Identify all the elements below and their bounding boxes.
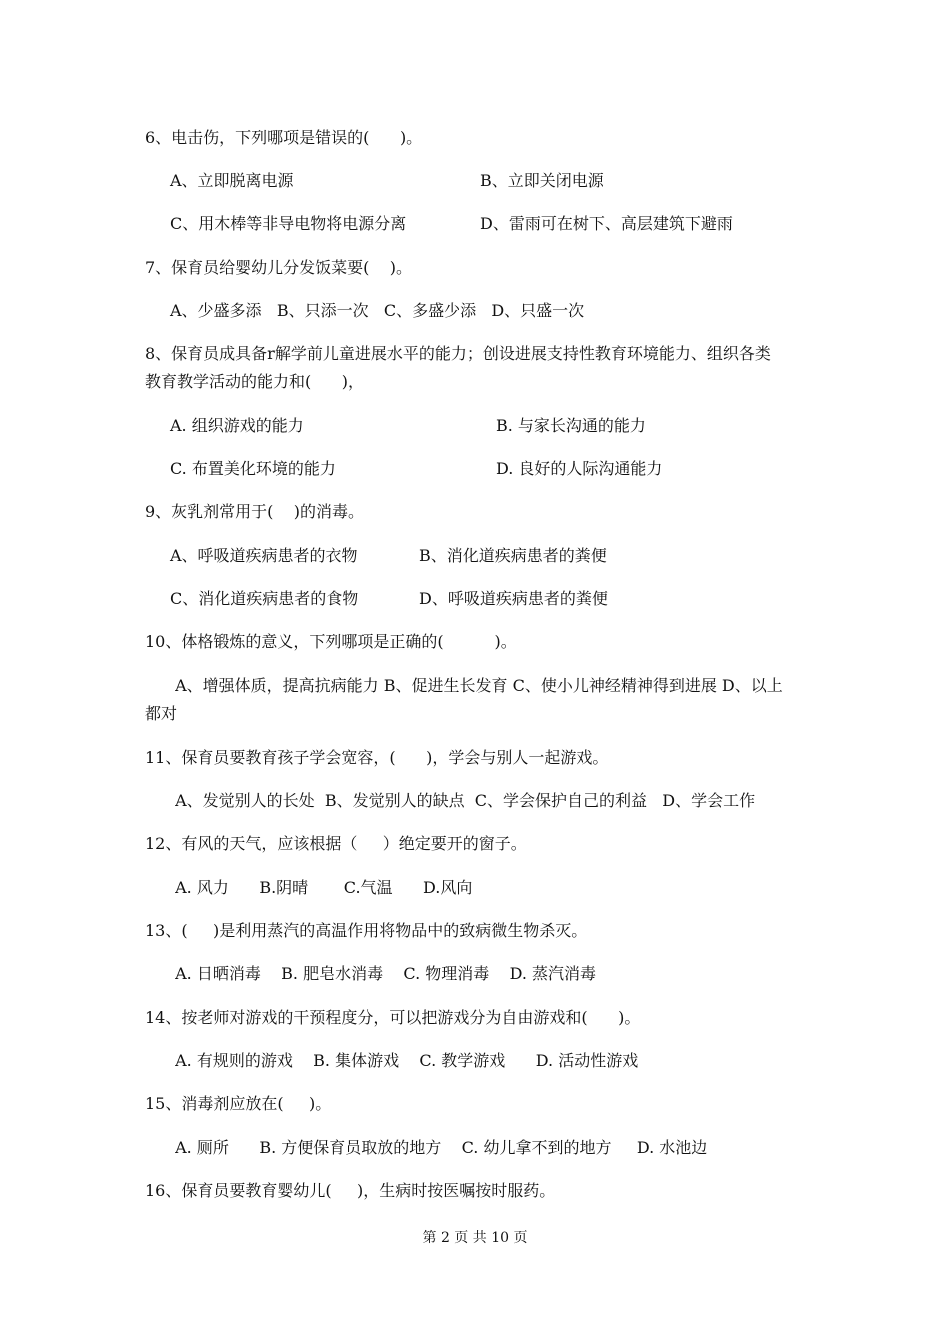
question-8-option-d: D. 良好的人际沟通能力 <box>496 459 663 478</box>
question-12-stem: 12、有风的天气，应该根据（ ）绝定要开的窗子。 <box>145 834 527 853</box>
question-10-options-line2: 都对 <box>145 704 178 723</box>
question-9-stem: 9、灰乳剂常用于( )的消毒。 <box>145 502 365 521</box>
question-10-options-line1: A、增强体质，提高抗病能力 B、促进生长发育 C、使小儿神经精神得到进展 D、以上 <box>170 676 783 695</box>
page-number-footer: 第 2 页 共 10 页 <box>422 1230 528 1246</box>
question-9-option-b: B、消化道疾病患者的粪便 <box>419 546 607 565</box>
question-6-stem: 6、电击伤，下列哪项是错误的( )。 <box>145 128 423 147</box>
question-6-option-d: D、雷雨可在树下、高层建筑下避雨 <box>480 214 733 233</box>
question-9-option-c: C、消化道疾病患者的食物 <box>170 589 359 608</box>
question-13-options: A. 日晒消毒 B. 肥皂水消毒 C. 物理消毒 D. 蒸汽消毒 <box>170 964 597 983</box>
question-8-option-a: A. 组织游戏的能力 <box>170 416 304 435</box>
question-11-options: A、发觉别人的长处 B、发觉别人的缺点 C、学会保护自己的利益 D、学会工作 <box>170 791 756 810</box>
question-12-options: A. 风力 B.阴晴 C.气温 D.风向 <box>170 878 473 897</box>
question-7-stem: 7、保育员给婴幼儿分发饭菜要( )。 <box>145 258 413 277</box>
question-8-stem-line2: 教育教学活动的能力和( )， <box>145 372 365 391</box>
question-11-stem: 11、保育员要教育孩子学会宽容，( )，学会与别人一起游戏。 <box>145 748 609 767</box>
question-14-stem: 14、按老师对游戏的干预程度分，可以把游戏分为自由游戏和( )。 <box>145 1008 641 1027</box>
question-16-stem: 16、保育员要教育婴幼儿( )，生病时按医嘱按时服药。 <box>145 1181 556 1200</box>
question-13-stem: 13、( )是利用蒸汽的高温作用将物品中的致病微生物杀灭。 <box>145 921 588 940</box>
question-8-stem-line1: 8、保育员成具备r解学前儿童进展水平的能力；创设进展支持性教育环境能力、组织各类 <box>145 344 771 363</box>
question-9-option-d: D、呼吸道疾病患者的粪便 <box>419 589 608 608</box>
question-8-option-c: C. 布置美化环境的能力 <box>170 459 336 478</box>
question-9-option-a: A、呼吸道疾病患者的衣物 <box>170 546 358 565</box>
question-10-stem: 10、体格锻炼的意义，下列哪项是正确的( )。 <box>145 632 517 651</box>
question-8-option-b: B. 与家长沟通的能力 <box>496 416 646 435</box>
question-15-options: A. 厕所 B. 方便保育员取放的地方 C. 幼儿拿不到的地方 D. 水池边 <box>170 1138 708 1157</box>
question-6-option-c: C、用木棒等非导电物将电源分离 <box>170 214 407 233</box>
question-6-option-a: A、立即脱离电源 <box>170 171 294 190</box>
question-7-options: A、少盛多添 B、只添一次 C、多盛少添 D、只盛一次 <box>170 301 585 320</box>
question-6-option-b: B、立即关闭电源 <box>480 171 604 190</box>
question-14-options: A. 有规则的游戏 B. 集体游戏 C. 教学游戏 D. 活动性游戏 <box>170 1051 639 1070</box>
question-15-stem: 15、消毒剂应放在( )。 <box>145 1094 332 1113</box>
